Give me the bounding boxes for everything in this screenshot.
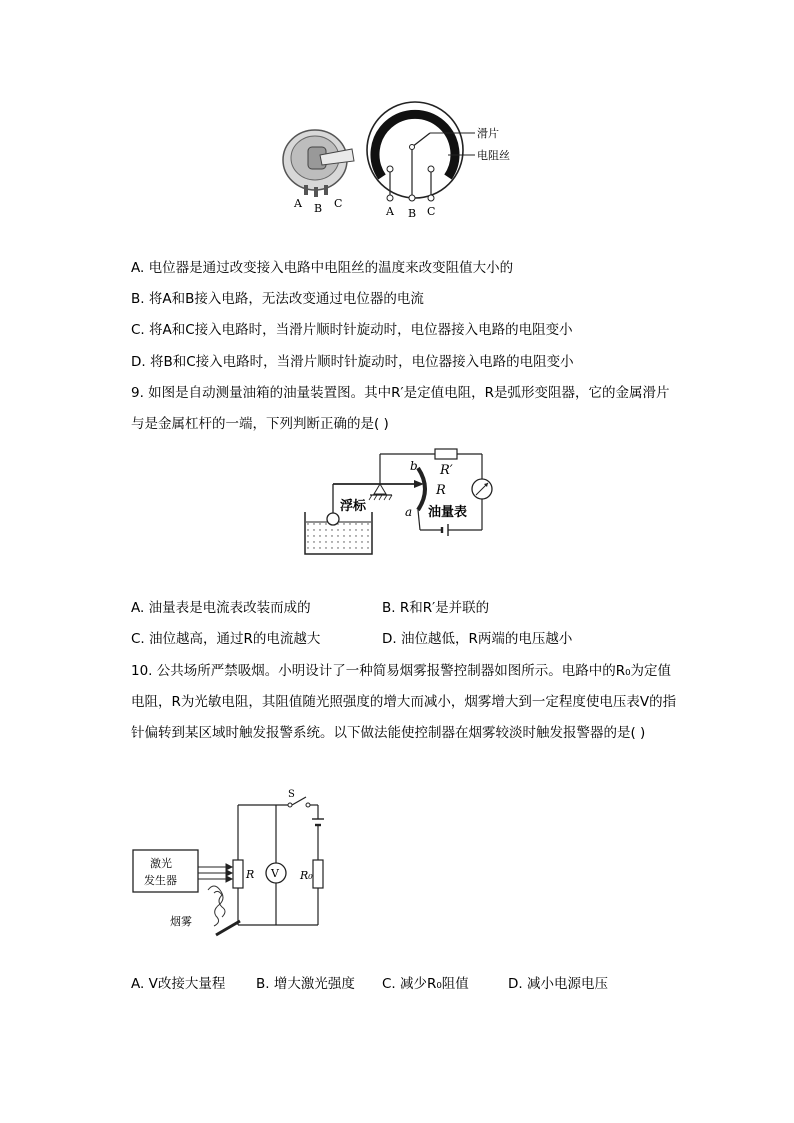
laser-label-line2: 发生器 (144, 874, 177, 887)
oil-gauge-figure (300, 444, 495, 559)
q10-option-b: B. 增大激光强度 (256, 976, 355, 992)
q10-stem-line2: 电阻，R为光敏电阻，其阻值随光照强度的增大而减小，烟雾增大到一定程度使电压表V的指 (131, 694, 677, 710)
label-float: 浮标 (340, 499, 367, 514)
small-label-c: C (334, 197, 343, 210)
label-b: b (410, 459, 418, 473)
q9-option-b: B. R和R′是并联的 (382, 600, 490, 616)
q10-stem-line1: 10. 公共场所严禁吸烟。小明设计了一种简易烟雾报警控制器如图所示。电路中的R₀为定值 (131, 663, 672, 679)
small-label-a: A (294, 197, 302, 210)
q8-option-d: D. 将B和C接入电路时，当滑片顺时针旋动时，电位器接入电路的电阻变小 (131, 354, 574, 370)
q10-option-a: A. V改接大量程 (131, 976, 226, 992)
q10-stem-line3: 针偏转到某区域时触发报警系统。以下做法能使控制器在烟雾较淡时触发报警器的是( ) (131, 725, 646, 741)
smoke-label: 烟雾 (170, 915, 192, 928)
smoke-alarm-figure (128, 785, 343, 945)
r0-label: R₀ (300, 869, 313, 882)
label-meter: 油量表 (428, 505, 468, 520)
q9-stem-line2: 与是金属杠杆的一端，下列判断正确的是( ) (131, 416, 389, 432)
big-label-b: B (408, 207, 417, 220)
q8-option-c: C. 将A和C接入电路时，当滑片顺时针旋动时，电位器接入电路的电阻变小 (131, 322, 573, 338)
potentiometer-figure (270, 95, 550, 225)
potentiometer-diagram (367, 102, 475, 201)
q10-option-d: D. 减小电源电压 (508, 976, 608, 992)
q9-option-c: C. 油位越高，通过R的电流越大 (131, 631, 321, 647)
q9-option-a: A. 油量表是电流表改装而成的 (131, 600, 311, 616)
label-rprime: R′ (440, 463, 453, 478)
potentiometer-photo (283, 130, 354, 197)
voltmeter-label: V (271, 867, 279, 880)
switch-label: S (288, 789, 295, 800)
label-r: R (436, 483, 446, 498)
q8-option-b: B. 将A和B接入电路，无法改变通过电位器的电流 (131, 291, 424, 307)
wire-label: 电阻丝 (477, 149, 510, 162)
big-label-a: A (386, 205, 394, 218)
slider-label: 滑片 (477, 127, 499, 140)
laser-label-line1: 激光 (150, 857, 172, 870)
q9-option-d: D. 油位越低，R两端的电压越小 (382, 631, 573, 647)
q10-option-c: C. 减少R₀阻值 (382, 976, 469, 992)
r-label: R (246, 868, 255, 881)
q8-option-a: A. 电位器是通过改变接入电路中电阻丝的温度来改变阻值大小的 (131, 260, 514, 276)
big-label-c: C (427, 205, 436, 218)
label-a: a (405, 505, 413, 519)
small-label-b: B (314, 202, 323, 215)
q9-stem-line1: 9. 如图是自动测量油箱的油量装置图。其中R′是定值电阻，R是弧形变阻器，它的金属滑片 (131, 385, 670, 401)
